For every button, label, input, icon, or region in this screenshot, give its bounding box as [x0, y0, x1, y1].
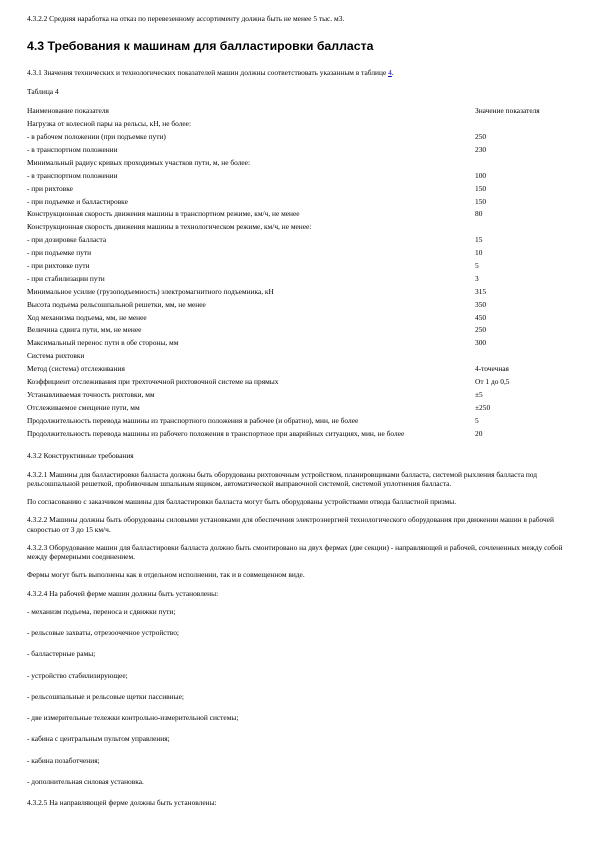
parameter-value-cell: [475, 119, 575, 132]
parameter-name-cell: - при подъемке и балластировке: [27, 196, 128, 206]
parameter-name-cell: Высота подъема рельсошпальной решетки, мм, не менее: [27, 299, 206, 309]
table-row: [27, 403, 575, 416]
parameter-value-cell: 80: [475, 209, 483, 219]
table-row: [27, 145, 575, 158]
list-item: - механизм подъема, переноса и сдвижки пути;: [27, 606, 176, 616]
table-caption: Таблица 4: [27, 87, 59, 97]
body-paragraph: По согласованию с заказчиком машины для балластировки балласта могут быть оборудованы устройствами отвода балластной призмы.: [27, 497, 457, 507]
parameter-value-cell: 450: [475, 312, 487, 322]
table-row: [27, 429, 575, 442]
equipment-list: [27, 607, 575, 786]
parameter-name-cell: - при стабилизации пути: [27, 273, 105, 283]
parameter-value-cell: [475, 222, 575, 235]
parameter-name-cell: Ход механизма подъема, мм, не менее: [27, 312, 147, 322]
list-item: - две измерительные тележки контрольно-измерительной системы;: [27, 713, 239, 723]
parameter-value-cell: 5: [475, 415, 479, 425]
parameter-value-cell: 4-точечная: [475, 364, 509, 374]
parameter-value-cell: 100: [475, 170, 487, 180]
table-row: [27, 338, 575, 351]
body-paragraphs: [27, 470, 575, 598]
parameter-name-cell: Устанавливаемая точность рихтовки, мм: [27, 389, 155, 399]
parameter-name-cell: Метод (система) отслеживания: [27, 364, 125, 374]
parameter-name-cell: - при дозировке балласта: [27, 235, 107, 245]
table-body: [27, 106, 575, 441]
parameter-value-cell: 3: [475, 273, 479, 283]
table-header-row: [27, 106, 575, 119]
parameter-value-cell: От 1 до 0,5: [475, 376, 510, 386]
table-row: [27, 119, 575, 132]
parameter-name-cell: - в транспортном положении: [27, 144, 118, 154]
body-paragraph: 4.3.2.1 Машины для балластировки балласта должны быть оборудованы рихтовочным устройством, планировщиками балласта, системой рыхления балласта под рельсошпальной решеткой, пробивочным шпальным ящиком, автоматической выправочной системой, системой уплотнения балласта.: [27, 469, 538, 488]
table-row: [27, 274, 575, 287]
parameter-value-cell: [475, 351, 575, 364]
table-row: [27, 184, 575, 197]
parameter-value-cell: [475, 158, 575, 171]
list-item: - устройство стабилизирующее;: [27, 670, 128, 680]
parameter-name-cell: Коэффициент отслеживания при трехточечной рихтовочной системе на прямых: [27, 376, 279, 386]
parameter-name-cell: Минимальный радиус кривых проходимых участков пути, м, не более:: [27, 157, 250, 167]
parameter-value-cell: 15: [475, 235, 483, 245]
table-row: [27, 364, 575, 377]
parameter-value-cell: 250: [475, 325, 487, 335]
parameter-value-cell: 150: [475, 183, 487, 193]
parameter-name-cell: Конструкционная скорость движения машины в транспортном режиме, км/ч, не менее: [27, 209, 300, 219]
parameters-table: [27, 106, 575, 441]
intro-text: 4.3.1 Значения технических и технологических показателей машин должны соответствовать указанным в таблице: [27, 67, 389, 77]
parameter-name-cell: - при рихтовке пути: [27, 260, 90, 270]
body-paragraph: 4.3.2.4 На рабочей ферме машин должны быть установлены:: [27, 588, 219, 598]
table-row: [27, 171, 575, 184]
table-row: [27, 351, 575, 364]
parameter-name-cell: Минимальное усилие (грузоподъемность) электромагнитного подъемника, кН: [27, 286, 274, 296]
table-row: [27, 287, 575, 300]
intro-end: .: [391, 67, 394, 77]
paragraph-4-3-2-2-top: 4.3.2.2 Средняя наработка на отказ по перевезенному ассортименту должна быть не менее 5 тыс. м3.: [27, 14, 345, 23]
parameter-value-cell: ±5: [475, 389, 483, 399]
parameter-name-cell: Отслеживаемое смещение пути, мм: [27, 402, 140, 412]
parameter-value-cell: 250: [475, 132, 487, 142]
parameter-name-cell: Нагрузка от колесной пары на рельсы, кН, не более:: [27, 119, 192, 129]
body-paragraph: 4.3.2.2 Машины должны быть оборудованы силовыми установками для обеспечения электроэнергией технологического оборудования при движении машин в рабочей скоростью от 3 до 15 км/ч.: [27, 515, 554, 534]
parameter-value-cell: 20: [475, 428, 483, 438]
table-row: [27, 222, 575, 235]
parameter-value-cell: 5: [475, 260, 479, 270]
page-content: [27, 14, 575, 807]
table-row: [27, 197, 575, 210]
parameter-value-cell: 150: [475, 196, 487, 206]
parameter-name-cell: - в рабочем положении (при подъемке пути): [27, 132, 166, 142]
parameter-value-cell: 230: [475, 144, 487, 154]
table-row: [27, 416, 575, 429]
parameter-name-cell: - при рихтовке: [27, 183, 73, 193]
parameter-value-cell: 350: [475, 299, 487, 309]
parameter-value-cell: ±250: [475, 402, 491, 412]
table-row: [27, 209, 575, 222]
table-row: [27, 235, 575, 248]
table-row: [27, 158, 575, 171]
parameter-name-cell: Величина сдвига пути, мм, не менее: [27, 325, 142, 335]
body-paragraph: Фермы могут быть выполнены как в отдельном исполнении, так и в совмещенном виде.: [27, 570, 305, 580]
table-row: [27, 377, 575, 390]
paragraph-4-3-2-5: 4.3.2.5 На направляющей ферме должны быть установлены:: [27, 798, 217, 808]
table-row: [27, 390, 575, 403]
header-cell-name: Наименование показателя: [27, 106, 109, 116]
list-item: - балластерные рамы;: [27, 649, 96, 659]
table-row: [27, 261, 575, 274]
parameter-value-cell: 10: [475, 248, 483, 258]
parameter-name-cell: Конструкционная скорость движения машины в технологическом режиме, км/ч, не менее:: [27, 222, 312, 232]
parameter-name-cell: Продолжительность перевода машины из транспортного положения в рабочее (и обратно), мин, не более: [27, 415, 359, 425]
header-cell-value: Значение показателя: [475, 106, 540, 116]
parameter-value-cell: 315: [475, 286, 487, 296]
table-row: [27, 300, 575, 313]
list-item: - рельсовые захваты, отрезоочечное устройство;: [27, 628, 179, 638]
parameter-name-cell: - в транспортном положении: [27, 170, 118, 180]
section-heading: 4.3 Требования к машинам для балластировки балласта: [27, 39, 374, 54]
table-row: [27, 325, 575, 338]
parameter-name-cell: Система рихтовки: [27, 351, 85, 361]
parameter-name-cell: Максимальный перенос пути в обе стороны, мм: [27, 338, 179, 348]
intro-paragraph: [27, 68, 575, 77]
list-item: - кабина позаботчения;: [27, 755, 100, 765]
parameter-name-cell: Продолжительность перевода машины из рабочего положения в транспортное при аварийных ситуациях, мин, не более: [27, 428, 405, 438]
parameter-name-cell: - при подъемке пути: [27, 248, 92, 258]
body-paragraph: 4.3.2.3 Оборудование машин для балластировки балласта должно быть смонтировано на двух фермах (две секции) - направляющей и рабочей, сочлененных между собой между фермерными соединением.: [27, 542, 563, 562]
subsection-heading: 4.3.2 Конструктивные требования: [27, 451, 134, 461]
table-row: [27, 248, 575, 261]
table-row: [27, 313, 575, 326]
table-link[interactable]: 4: [388, 67, 392, 77]
parameter-value-cell: 300: [475, 338, 487, 348]
list-item: - дополнительная силовая установка.: [27, 776, 144, 786]
table-row: [27, 132, 575, 145]
list-item: - кабина с центральным пультом управления;: [27, 734, 170, 744]
list-item: - рельсошпальные и рельсовые щетки пассивные;: [27, 691, 184, 701]
